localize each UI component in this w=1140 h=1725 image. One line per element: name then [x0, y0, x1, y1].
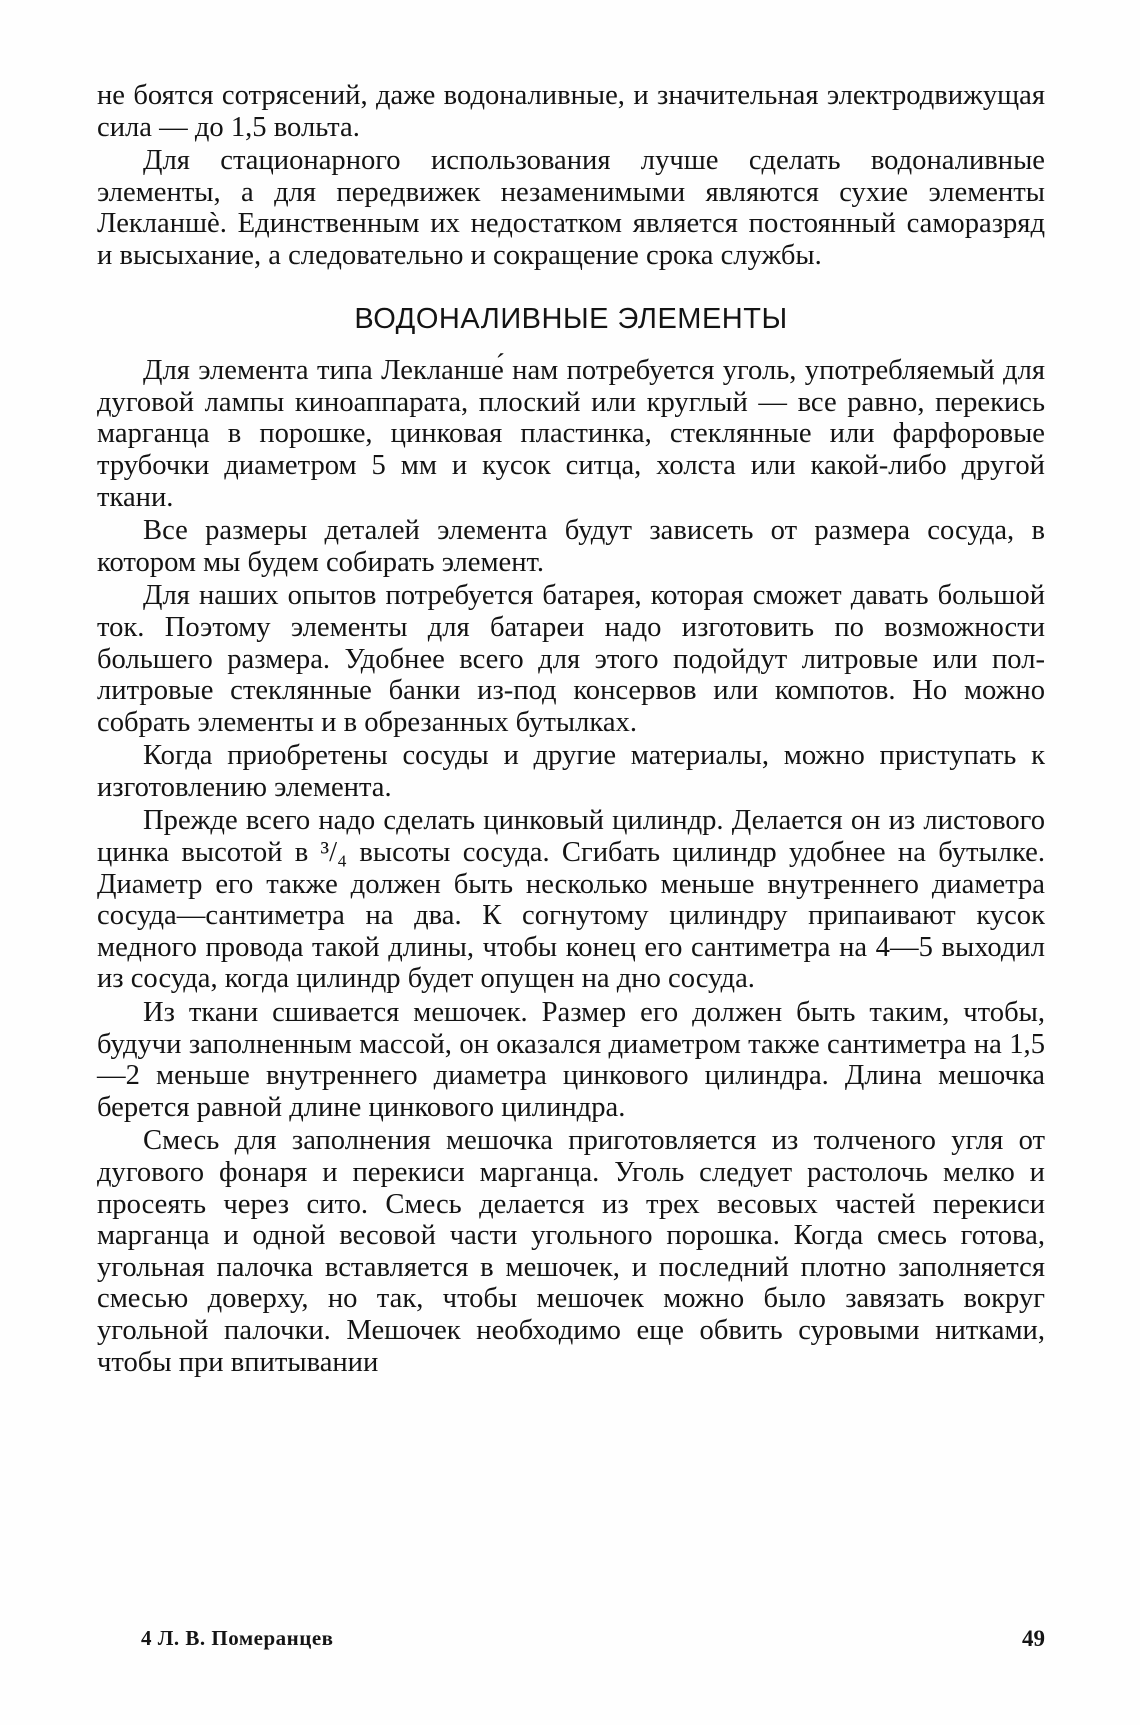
page-footer: [97, 1626, 1045, 1662]
printer-signature: 4 Л. В. Померанцев: [141, 1626, 334, 1650]
text-column: [97, 80, 1045, 1380]
paragraph: Смесь для заполнения мешочка приготовляется из толченого угля от дугового фонаря и перекиси марганца. Уголь следует растолочь мелко и просеять через сито. Смесь делается из трех весовых частей перекиси марганца и одной весовой части угольного порошка. Когда смесь готова, угольная палочка вставляется в мешочек, и последний плотно заполняется смесью доверху, но так, чтобы мешочек можно было завязать вокруг угольной палочки. Мешочек необходимо еще обвить суровыми нитками, чтобы при впитывании: [97, 1125, 1045, 1378]
paragraph-continuation: не боятся сотрясений, даже водоналивные, и значительная электродвижущая сила — до 1,5 вольта.: [97, 80, 1045, 143]
paragraph: Все размеры деталей элемента будут зависеть от размера сосуда, в котором мы будем собирать элемент.: [97, 515, 1045, 578]
paragraph: Когда приобретены сосуды и другие материалы, можно приступать к изготовлению элемента.: [97, 740, 1045, 803]
paragraph: Для элемента типа Лекланше́ нам потребуется уголь, употребляемый для дуговой лампы киноаппарата, плоский или круглый — все равно, перекись марганца в порошке, цинковая пластинка, стеклянные или фарфоровые трубочки диаметром 5 мм и кусок ситца, холста или какой-либо другой ткани.: [97, 355, 1045, 513]
paragraph: Для наших опытов потребуется батарея, которая сможет давать большой ток. Поэтому элементы для батареи надо изготовить по возможности большего размера. Удобнее всего для этого подойдут литровые или пол-литровые стеклянные банки из-под консервов или компотов. Но можно собрать элементы и в обрезанных бутылках.: [97, 580, 1045, 738]
page-number: 49: [1022, 1626, 1045, 1651]
paragraph: Прежде всего надо сделать цинковый цилиндр. Делается он из листового цинка высотой в ³/₄ высоты сосуда. Сгибать цилиндр удобнее на бутылке. Диаметр его также должен быть несколько меньше внутреннего диаметра сосуда—сантиметра на два. К согнутому цилиндру припаивают кусок медного провода такой длины, чтобы конец его сантиметра на 4—5 выходил из сосуда, когда цилиндр будет опущен на дно сосуда.: [97, 805, 1045, 995]
paragraph: Из ткани сшивается мешочек. Размер его должен быть таким, чтобы, будучи заполненным массой, он оказался диаметром также сантиметра на 1,5—2 меньше внутреннего диаметра цинкового цилиндра. Длина мешочка берется равной длине цинкового цилиндра.: [97, 997, 1045, 1123]
section-heading: ВОДОНАЛИВНЫЕ ЭЛЕМЕНТЫ: [354, 302, 788, 335]
paragraph: Для стационарного использования лучше сделать водоналивные элементы, а для передвижек незаменимыми являются сухие элементы Лекланшѐ. Единственным их недостатком является постоянный саморазряд и высыхание, а следовательно и сокращение срока службы.: [97, 145, 1045, 271]
